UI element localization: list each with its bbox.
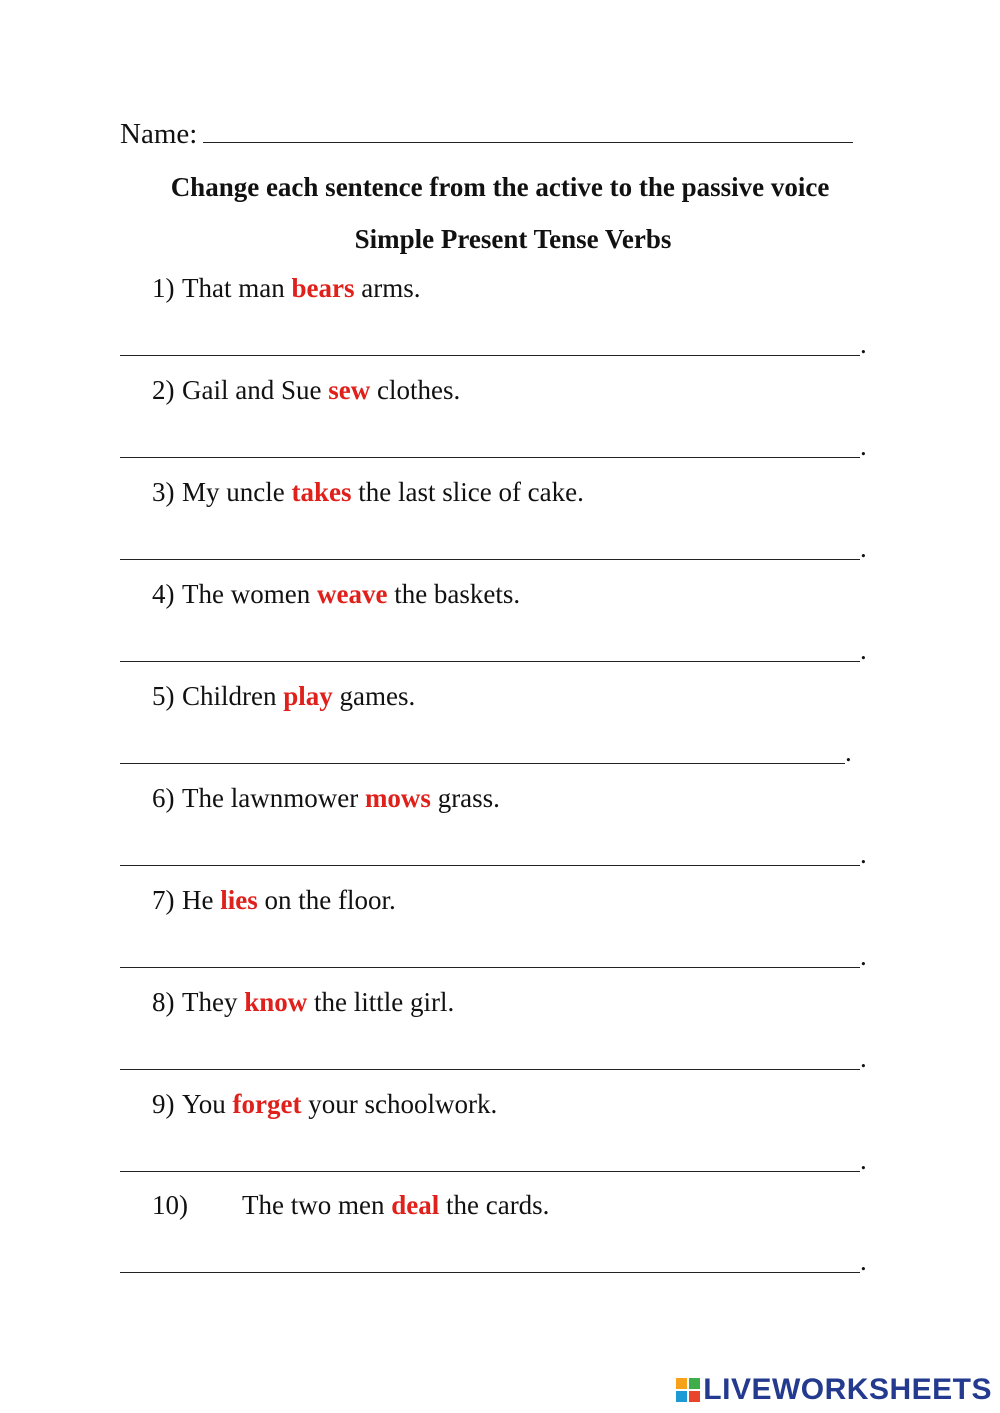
name-input-line[interactable] [203,118,853,143]
answer-line-6[interactable] [120,838,870,868]
question-6 [152,783,500,814]
answer-blank[interactable] [120,865,860,866]
question-number: 2) [152,375,175,405]
highlighted-verb: takes [291,477,352,507]
answer-period: . [860,1246,867,1276]
question-text-before: Gail and Sue [182,375,329,405]
highlighted-verb: bears [291,273,355,303]
answer-period: . [860,1145,867,1175]
answer-period: . [860,431,867,461]
answer-line-1[interactable] [120,328,870,358]
question-text-before: The two men [242,1190,392,1220]
question-2 [152,375,460,406]
highlighted-verb: forget [232,1089,302,1119]
worksheet-title: Change each sentence from the active to the passive voice [170,172,830,202]
answer-line-10[interactable] [120,1245,870,1275]
question-1 [152,273,420,304]
answer-line-5[interactable] [120,736,870,766]
highlighted-verb: know [244,987,308,1017]
question-text-after: on the floor. [257,885,396,915]
question-text-before: They [182,987,245,1017]
question-text-after: the baskets. [387,579,521,609]
name-field-row [120,118,853,151]
highlighted-verb: sew [328,375,371,405]
answer-blank[interactable] [120,1069,860,1070]
question-text-before: The lawnmower [182,783,365,813]
question-number: 5) [152,681,175,711]
question-8 [152,987,454,1018]
answer-blank[interactable] [120,1272,860,1273]
answer-blank[interactable] [120,559,860,560]
answer-line-2[interactable] [120,430,870,460]
highlighted-verb: deal [391,1190,440,1220]
question-number: 6) [152,783,175,813]
question-number: 4) [152,579,175,609]
worksheet-subtitle: Simple Present Tense Verbs [354,224,672,254]
question-text-after: the little girl. [307,987,455,1017]
answer-line-9[interactable] [120,1144,870,1174]
highlighted-verb: play [283,681,333,711]
answer-period: . [860,1043,867,1073]
highlighted-verb: lies [220,885,258,915]
question-9 [152,1089,497,1120]
question-text-after: the last slice of cake. [351,477,584,507]
question-number: 7) [152,885,175,915]
answer-period: . [860,941,867,971]
highlighted-verb: mows [364,783,431,813]
question-3 [152,477,584,508]
answer-blank[interactable] [120,661,860,662]
question-text-after: your schoolwork. [301,1089,498,1119]
answer-line-3[interactable] [120,532,870,562]
liveworksheets-logo [676,1373,992,1407]
question-text-after: arms. [354,273,421,303]
question-text-before: My uncle [182,477,292,507]
question-text-before: The women [182,579,317,609]
answer-blank[interactable] [120,355,860,356]
answer-line-4[interactable] [120,634,870,664]
answer-period: . [860,329,867,359]
question-text-before: That man [182,273,292,303]
question-number: 9) [152,1089,175,1119]
question-10 [152,1190,549,1221]
question-text-after: the cards. [439,1190,550,1220]
question-text-before: You [182,1089,233,1119]
question-number: 3) [152,477,175,507]
name-label: Name: [120,118,198,150]
question-7 [152,885,396,916]
question-5 [152,681,415,712]
answer-period: . [860,635,867,665]
question-4 [152,579,520,610]
question-text-after: clothes. [370,375,461,405]
highlighted-verb: weave [316,579,388,609]
question-number: 10) [152,1190,188,1220]
answer-period: . [860,839,867,869]
logo-blocks-icon [676,1378,700,1402]
answer-blank[interactable] [120,457,860,458]
answer-period: . [845,737,852,767]
logo-text: LIVEWORKSHEETS [703,1373,992,1406]
answer-line-8[interactable] [120,1042,870,1072]
question-text-before: He [182,885,221,915]
answer-period: . [860,533,867,563]
question-number: 8) [152,987,175,1017]
answer-blank[interactable] [120,967,860,968]
answer-line-7[interactable] [120,940,870,970]
question-text-after: grass. [430,783,500,813]
question-text-after: games. [332,681,416,711]
question-number: 1) [152,273,175,303]
answer-blank[interactable] [120,763,845,764]
answer-blank[interactable] [120,1171,860,1172]
question-text-before: Children [182,681,284,711]
